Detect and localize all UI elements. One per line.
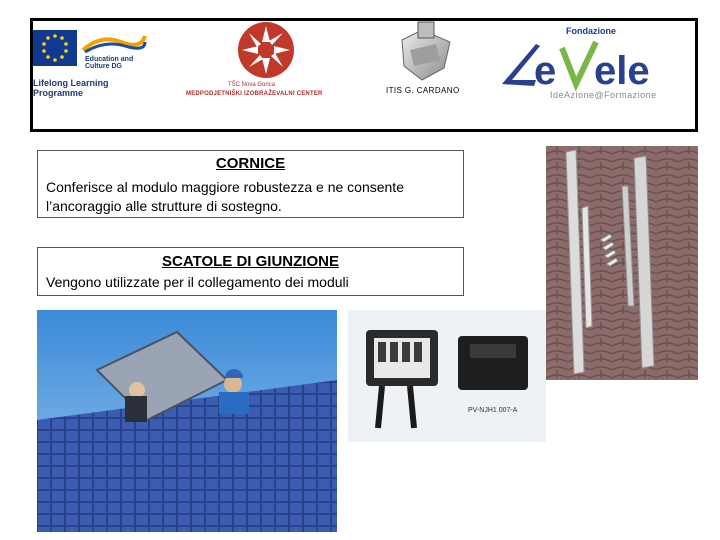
cornice-title: CORNICE — [215, 155, 286, 172]
cornice-body: Conferisce al modulo maggiore robustezza e ne consente l’ancoraggio alle strutture di sostegno. — [46, 179, 404, 214]
tsc-logo — [186, 20, 336, 106]
eu-programme-label: Lifelong Learning Programme — [33, 78, 109, 98]
levele-fondazione-label: Fondazione — [566, 26, 616, 36]
clamp-logo-icon — [392, 20, 460, 88]
junction-model-label: PV-NJH1 007-A — [468, 407, 518, 414]
school-label: ITIS G. CARDANO — [386, 86, 460, 95]
junction-box-section — [37, 247, 464, 296]
tsc-name-label: TŠC Nova Gorica — [228, 82, 276, 88]
frame-profiles-photo — [546, 146, 698, 380]
junction-boxes-photo — [348, 310, 546, 442]
eu-programme-logo — [33, 26, 151, 106]
solar-panels-installation-photo — [37, 310, 337, 532]
cornice-box — [37, 150, 464, 218]
levele-wordmark — [496, 32, 666, 94]
tsc-center-label: MEDPODJETNIŠKI IZOBRAŽEVALNI CENTER — [186, 91, 323, 97]
svg-text:e: e — [534, 49, 557, 93]
svg-text:ele: ele — [594, 49, 650, 93]
eu-dg-label: Education and Culture DG — [85, 56, 134, 70]
junction-body: Vengono utilizzate per il collegamento dei moduli — [46, 274, 349, 290]
tsc-emblem-icon — [236, 20, 296, 80]
eu-flag-icon — [33, 30, 77, 66]
levele-tagline: IdeAzione@Formazione — [550, 90, 657, 100]
levele-logo — [496, 24, 666, 108]
junction-title: SCATOLE DI GIUNZIONE — [162, 253, 339, 270]
swoosh-icon — [81, 32, 147, 54]
